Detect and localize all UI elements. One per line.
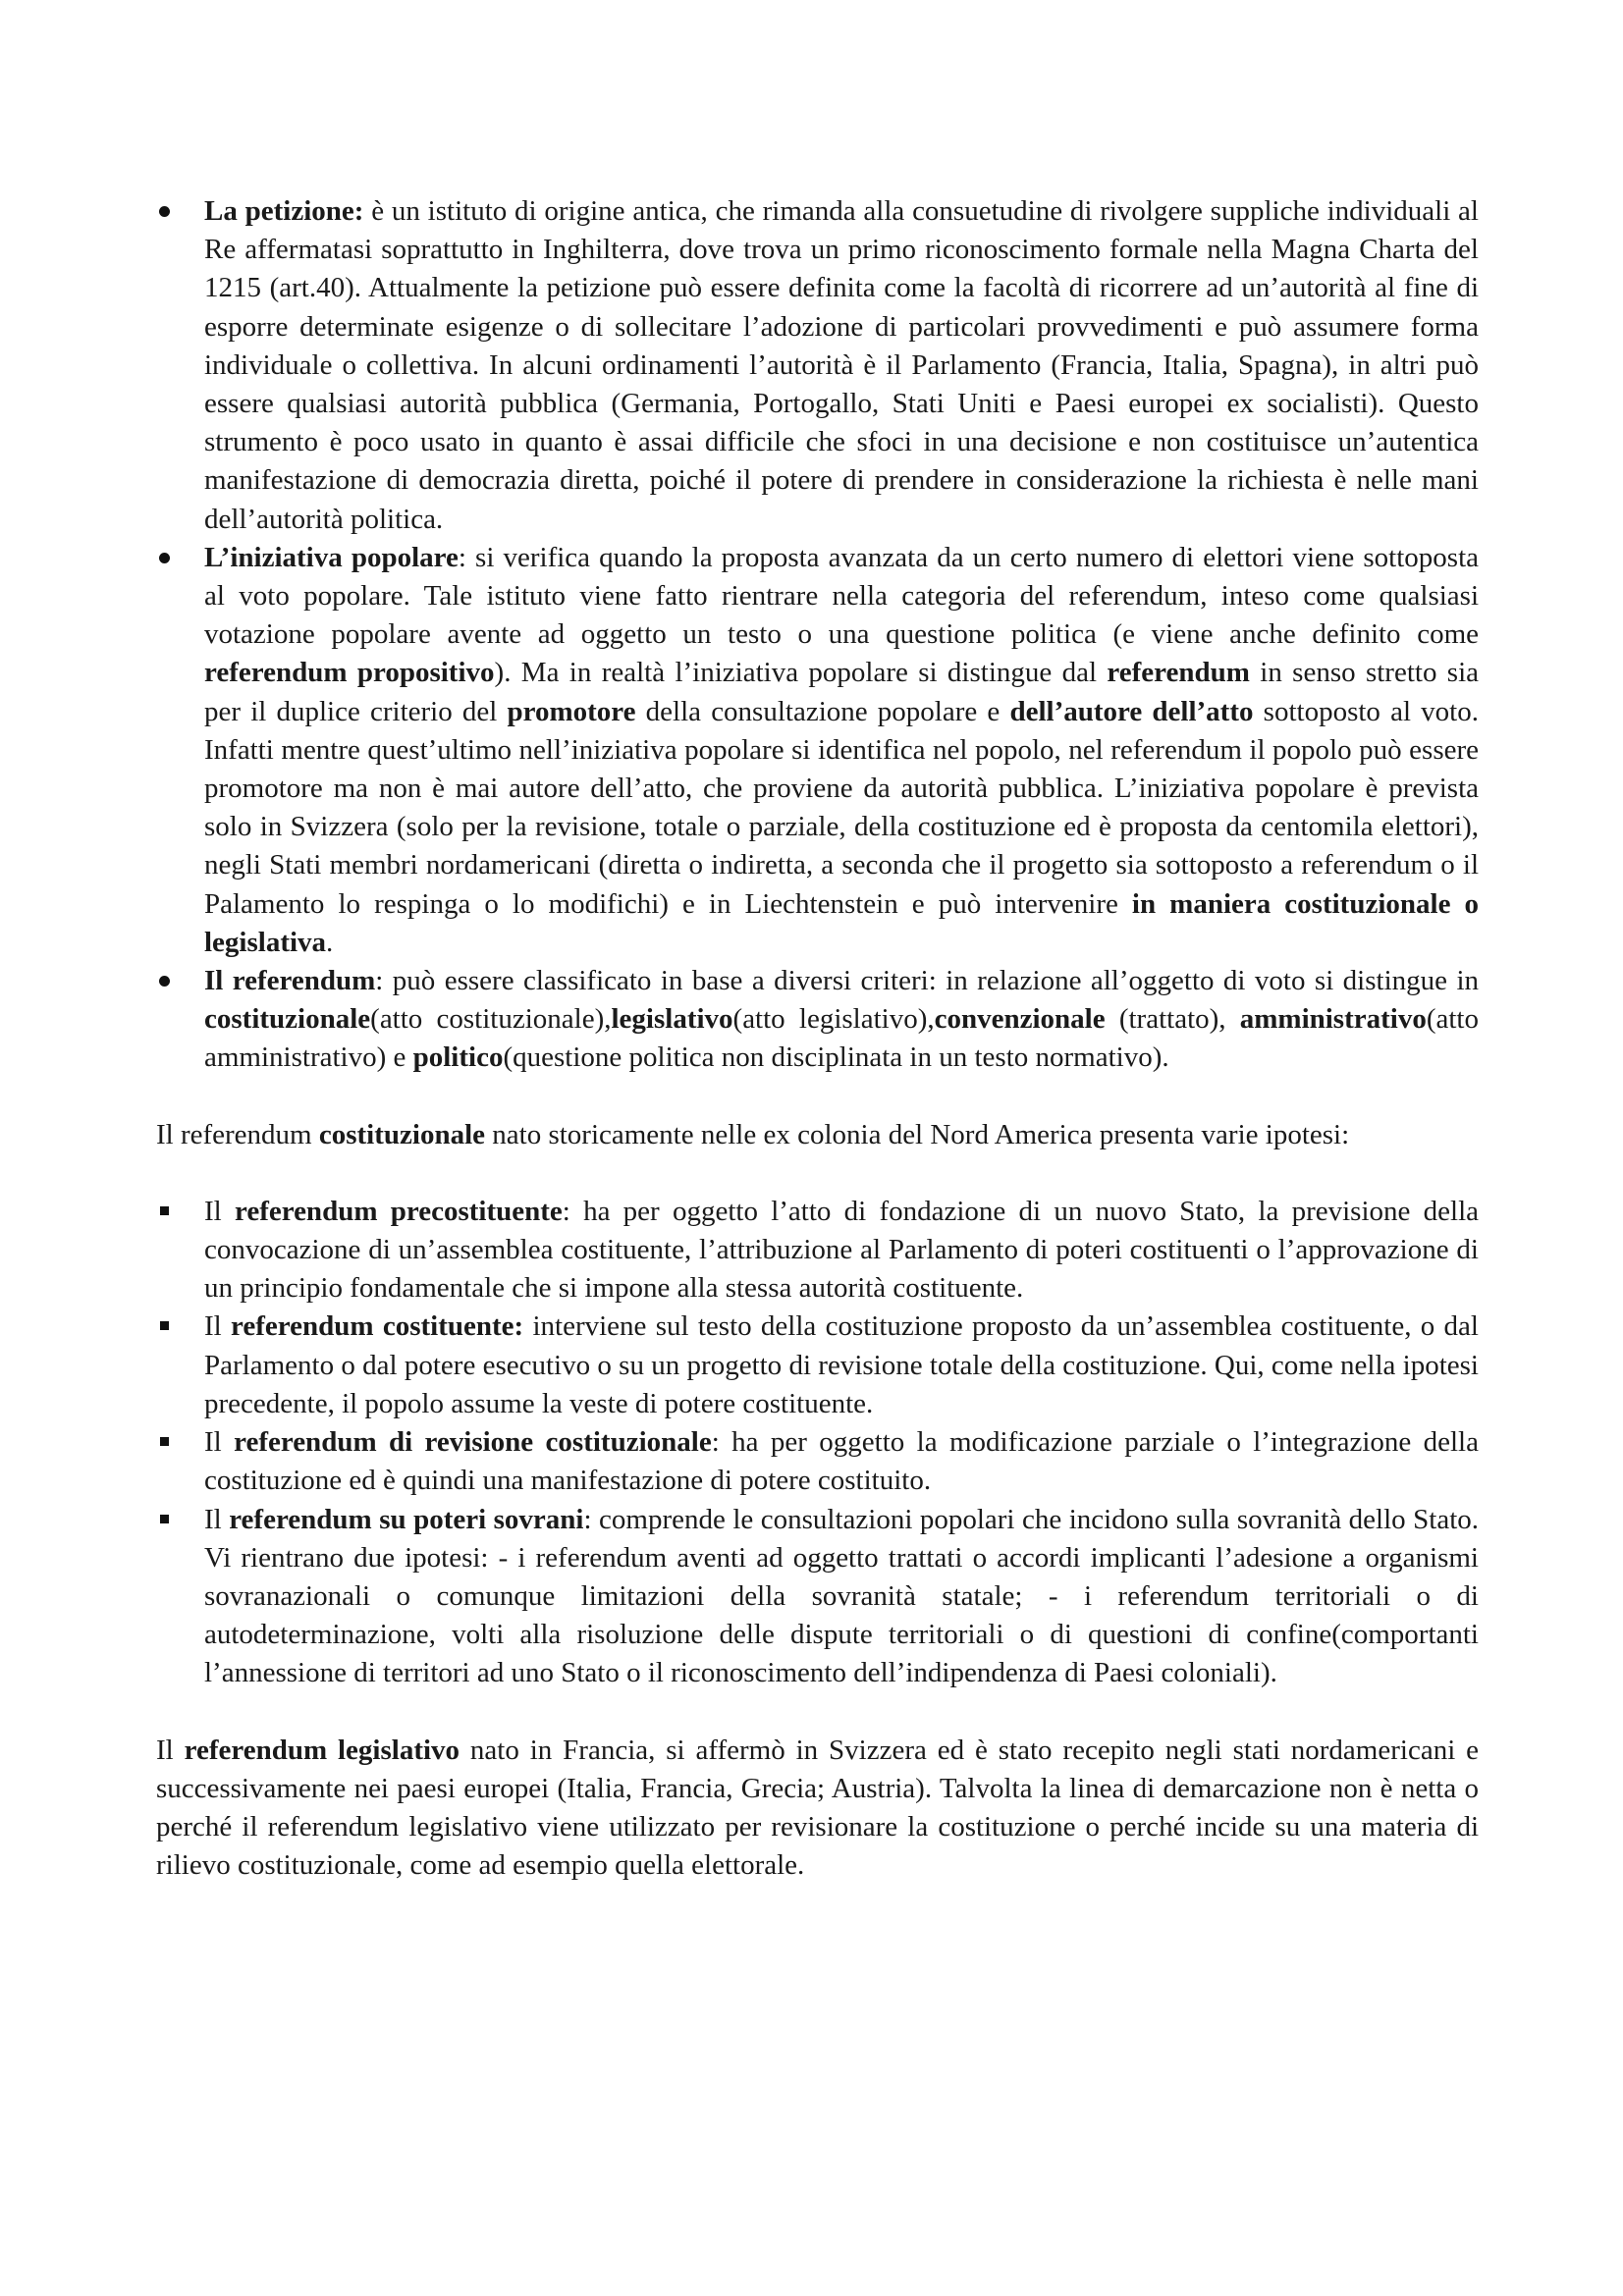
bold-term: in maniera costituzionale o legislativa (204, 887, 1479, 958)
bold-term: costituzionale (318, 1118, 486, 1150)
list-item (156, 1308, 1479, 1423)
document-body (156, 192, 1479, 1885)
bold-term: referendum (1107, 657, 1250, 689)
text-run: è un istituto di origine antica, che rimanda alla consuetudine di rivolgere suppliche individuali al Re affermatasi soprattutto in Inghilterra, dove trova un primo riconoscimento formale nella Magna Charta del 1215 (art.40). Attualmente la petizione può essere definita come la facoltà di ricorrere ad un’autorità al fine di esporre determinate esigenze o di sollecitare l’adozione di particolari provvedimenti e può assumere forma individuale o collettiva. In alcuni ordinamenti l’autorità è il Parlamento (Francia, Italia, Spagna), in altri può essere qualsiasi autorità pubblica (Germania, Portogallo, Stati Uniti e Paesi europei ex socialisti). Questo strumento è poco usato in quanto è assai difficile che sfoci in una decisione e non costituisce un’autentica manifestazione di democrazia diretta, poiché il potere di prendere in considerazione la richiesta è nelle mani dell’autorità politica. (204, 195, 1479, 535)
bold-term: costituzionale (204, 1003, 371, 1036)
list-item (156, 1423, 1479, 1500)
text-run: ). Ma in realtà l’iniziativa popolare si distingue dal (494, 657, 1108, 689)
item-text (204, 1426, 1479, 1496)
bullet-square-icon (160, 1515, 169, 1523)
text-run: nato storicamente nelle ex colonia del Nord America presenta varie ipotesi: (485, 1118, 1350, 1150)
list-item (156, 1193, 1479, 1308)
text-run: Il (204, 1426, 235, 1459)
intro-bullet-list (156, 192, 1479, 1078)
text-run: (trattato), (1105, 1003, 1240, 1036)
bullet-dot-icon (159, 553, 170, 563)
item-text (204, 542, 1479, 958)
bullet-dot-icon (159, 206, 170, 217)
bold-term: politico (412, 1041, 504, 1074)
bold-term: legislativo (611, 1003, 733, 1036)
bold-term: La petizione: (204, 195, 364, 227)
bullet-dot-icon (159, 976, 170, 987)
text-run: (atto amministrativo) e (204, 1003, 1479, 1074)
hypotheses-bullet-list (156, 1193, 1479, 1693)
text-run: Il (156, 1734, 185, 1766)
text-run: : ha per oggetto l’atto di fondazione di un nuovo Stato, la previsione della convocazione di un’assemblea costituente, l’attribuzione al Parlamento di poteri costituenti o l’approvazione di un principio fondamentale che si impone alla stessa autorità costituente. (204, 1195, 1479, 1305)
text-run: sottoposto al voto. Infatti mentre quest’ultimo nell’iniziativa popolare si identifica nel popolo, nel referendum il popolo può essere promotore ma non è mai autore dell’atto, che proviene da autorità pubblica. L’iniziativa popolare è prevista solo in Svizzera (solo per la revisione, totale o parziale, della costituzione ed è proposta da centomila elettori), negli Stati membri nordamericani (diretta o indiretta, a seconda che il progetto sia sottoposto a referendum o il Palamento lo respinga o lo modifichi) e in Liechtenstein e può intervenire (204, 695, 1479, 920)
bold-term: referendum costituente: (231, 1310, 524, 1343)
text-run: (atto costituzionale), (370, 1003, 612, 1036)
bold-term: referendum su poteri sovrani (229, 1503, 584, 1535)
bold-term: referendum legislativo (184, 1734, 460, 1766)
text-run: : si verifica quando la proposta avanzata da un certo numero di elettori viene sottoposta al voto popolare. Tale istituto viene fatto rientrare nella categoria del referendum, inteso come qualsiasi votazione popolare avente ad oggetto un testo o una questione politica (e viene anche definito come (204, 541, 1479, 651)
text-run: Il (204, 1195, 235, 1227)
text-run: Il (204, 1310, 232, 1343)
item-text (204, 965, 1479, 1073)
bold-term: referendum propositivo (204, 657, 495, 689)
list-item (156, 539, 1479, 962)
text-run: (atto legislativo), (732, 1003, 935, 1036)
bullet-square-icon (160, 1437, 169, 1446)
item-text (204, 195, 1479, 535)
item-text (204, 1310, 1479, 1418)
bold-term: Il referendum (204, 965, 376, 997)
text-run: interviene sul testo della costituzione proposto da un’assemblea costituente, o dal Parlamento o dal potere esecutivo o su un progetto di revisione totale della costituzione. Qui, come nella ipotesi precedente, il popolo assume la veste di potere costituente. (204, 1310, 1479, 1419)
list-item (156, 962, 1479, 1078)
bold-term: referendum di revisione costituzionale (234, 1426, 712, 1459)
text-run: della consultazione popolare e (635, 695, 1010, 727)
text-run: (questione politica non disciplinata in un testo normativo). (503, 1041, 1169, 1074)
bold-term: dell’autore dell’atto (1009, 695, 1254, 727)
item-text (204, 1196, 1479, 1304)
item-text (204, 1504, 1479, 1689)
text-run: Il referendum (156, 1118, 319, 1150)
paragraph-legislativo (156, 1732, 1479, 1886)
text-run: : può essere classificato in base a diversi criteri: in relazione all’oggetto di voto si distingue in (375, 965, 1479, 997)
text-run: Il (204, 1503, 230, 1535)
text-run: . (326, 926, 334, 958)
text-run: : comprende le consultazioni popolari che incidono sulla sovranità dello Stato. Vi rientrano due ipotesi: - i referendum aventi ad oggetto trattati o accordi implicanti l’adesione a organismi sovranazionali o comunque limitazioni della sovranità statale; - i referendum territoriali o di autodeterminazione, volti alla risoluzione delle dispute territoriali o di questioni di confine(comportanti l’annessione di territori ad uno Stato o il riconoscimento dell’indipendenza di Paesi coloniali). (204, 1503, 1480, 1689)
list-item (156, 192, 1479, 539)
bold-term: convenzionale (934, 1003, 1106, 1036)
bold-term: L’iniziativa popolare (204, 541, 459, 573)
paragraph-costituzionale (156, 1116, 1479, 1154)
list-item (156, 1501, 1479, 1693)
text-run: : ha per oggetto la modificazione parziale o l’integrazione della costituzione ed è quindi una manifestazione di potere costituito. (204, 1426, 1479, 1497)
bold-term: promotore (507, 695, 636, 727)
bold-term: referendum precostituente (234, 1195, 563, 1227)
bullet-square-icon (160, 1206, 169, 1215)
bullet-square-icon (160, 1321, 169, 1330)
text-run: in senso stretto sia per il duplice criterio del (204, 657, 1480, 727)
text-run: nato in Francia, si affermò in Svizzera ed è stato recepito negli stati nordamericani e successivamente nei paesi europei (Italia, Francia, Grecia; Austria). Talvolta la linea di demarcazione non è netta o perché il referendum legislativo viene utilizzato per revisionare la costituzione o perché incide su una materia di rilievo costituzionale, come ad esempio quella elettorale. (156, 1734, 1479, 1882)
bold-term: amministrativo (1239, 1003, 1427, 1036)
